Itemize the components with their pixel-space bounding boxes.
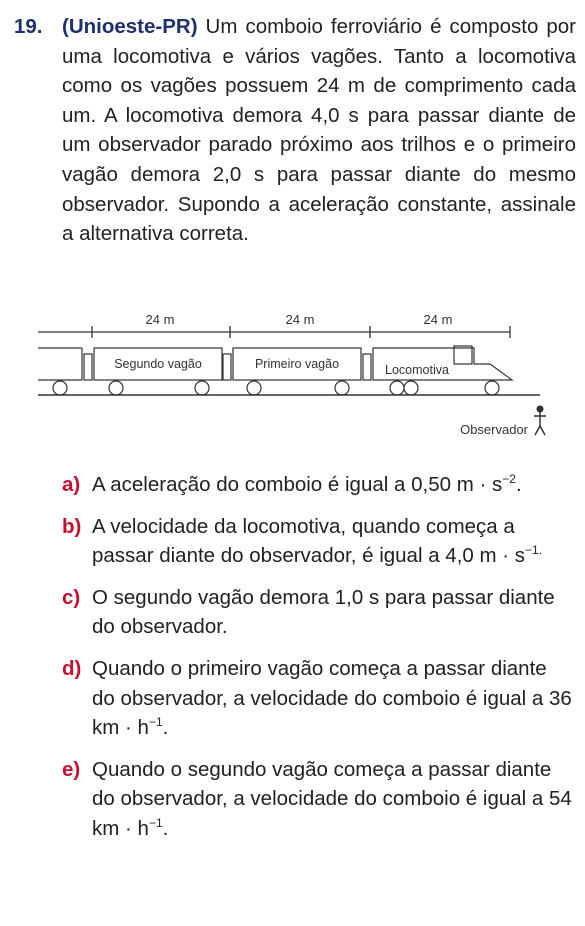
- train-figure: [30, 308, 570, 448]
- option-letter: c): [62, 585, 81, 609]
- second-wagon-label: Segundo vagão: [114, 357, 202, 371]
- wheel: [109, 381, 123, 395]
- question-stem: [14, 12, 576, 249]
- option-exponent: −1: [148, 816, 163, 831]
- wheels: [53, 381, 499, 395]
- option-exponent: −1.: [525, 543, 543, 558]
- option-letter: d): [62, 656, 82, 680]
- option-tail: .: [162, 716, 169, 740]
- option-text: Quando o primeiro vagão começa a passar diante do observador, a velocidade do comboio é igual a 36 km · h: [92, 656, 572, 740]
- option-exponent: −1: [148, 715, 163, 730]
- option-letter: b): [62, 514, 82, 538]
- wheel: [390, 381, 404, 395]
- option-e[interactable]: [62, 755, 574, 844]
- question-number: 19.: [14, 15, 43, 38]
- observer-label: Observador: [460, 422, 528, 437]
- wheel: [195, 381, 209, 395]
- dimension-label-loco: 24 m: [423, 312, 453, 327]
- option-tail: .: [162, 816, 169, 840]
- train-diagram: [30, 308, 570, 448]
- first-wagon-label: Primeiro vagão: [254, 357, 340, 371]
- dimension-label-first: 24 m: [285, 312, 315, 327]
- answer-options: [62, 470, 574, 856]
- option-text: A velocidade da locomotiva, quando começa a passar diante do observador, é igual a 4,0 m · s: [92, 514, 526, 568]
- locomotive-cabin: [454, 346, 472, 364]
- coupler: [363, 354, 371, 380]
- option-b[interactable]: [62, 512, 574, 571]
- wheel: [247, 381, 261, 395]
- wheel: [485, 381, 499, 395]
- option-text: O segundo vagão demora 1,0 s para passar diante do observador.: [92, 585, 555, 639]
- option-c[interactable]: [62, 583, 574, 642]
- locomotive-label: Locomotiva: [385, 363, 449, 377]
- option-d[interactable]: [62, 654, 574, 743]
- option-text: A aceleração do comboio é igual a 0,50 m · s: [92, 473, 503, 496]
- option-text: Quando o segundo vagão começa a passar diante do observador, a velocidade do comboio é igual a 54 km · h: [92, 757, 572, 840]
- option-letter: e): [62, 757, 81, 781]
- coupler: [223, 354, 231, 380]
- option-exponent: −2: [502, 472, 516, 487]
- question-text: Um comboio ferroviário é composto por uma locomotiva e vários vagões. Tanto a locomotiva como os vagões possuem 24 m de comprimento cada um. A locomotiva demora 4,0 s para passar diante de um observador parado próximo aos trilhos e o primeiro vagão demora 2,0 s para passar diante do mesmo observador. Supondo a aceleração constante, assinale a alternativa correta.: [62, 15, 576, 246]
- dimension-label-second: 24 m: [145, 312, 175, 327]
- wheel: [404, 381, 418, 395]
- wheel: [53, 381, 67, 395]
- wheel: [335, 381, 349, 395]
- option-a[interactable]: [62, 470, 574, 500]
- option-tail: .: [515, 473, 522, 496]
- coupler: [84, 354, 92, 380]
- observer-icon: [534, 406, 546, 435]
- question-block: [14, 12, 576, 249]
- question-source: (Unioeste-PR): [62, 15, 198, 38]
- option-letter: a): [62, 473, 81, 496]
